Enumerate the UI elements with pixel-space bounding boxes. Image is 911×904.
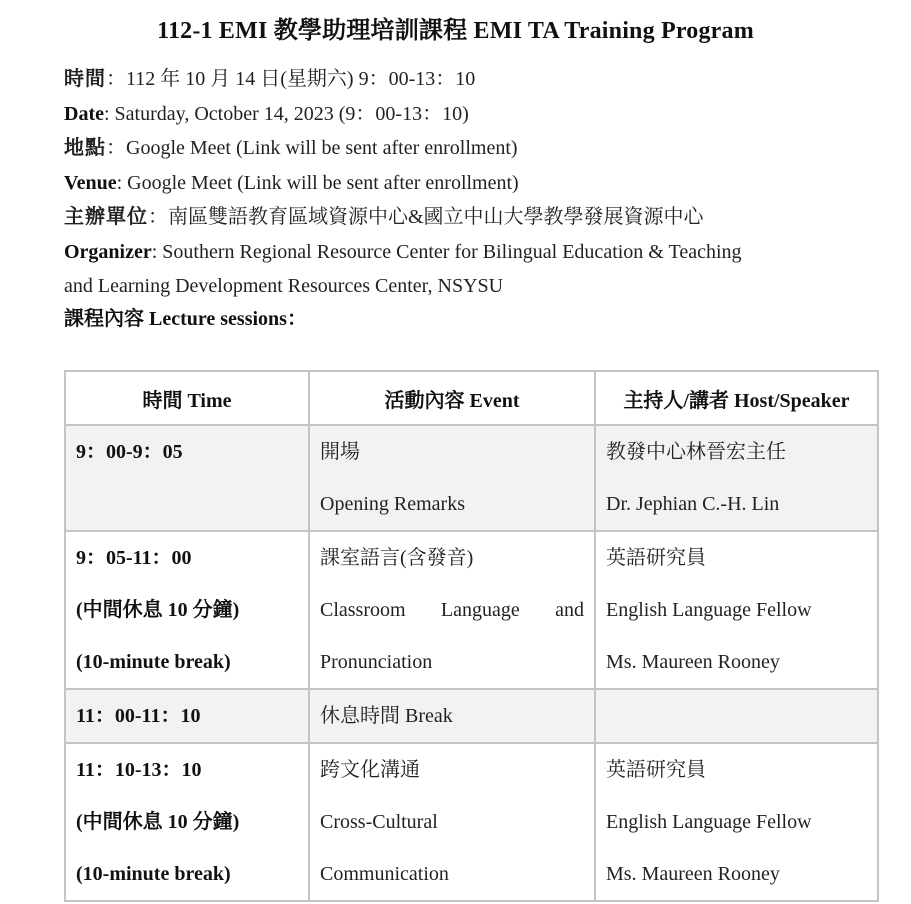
event-info — [64, 62, 864, 334]
date-label: Date — [64, 102, 104, 125]
cell-event: 休息時間 Break — [309, 689, 595, 743]
cell-host — [595, 689, 878, 743]
table-row — [65, 689, 878, 743]
organizer-zh-label: 主辦單位 — [64, 206, 148, 228]
time-zh-value: ：112 年 10 月 14 日(星期六) 9：00-13：10 — [106, 68, 476, 90]
organizer-line-1 — [64, 235, 864, 270]
venue-zh-value: ：Google Meet (Link will be sent after enrollment) — [106, 137, 518, 159]
organizer-zh-line — [64, 200, 864, 235]
cell-host: 教發中心林晉宏主任 Dr. Jephian C.-H. Lin — [595, 425, 878, 531]
header-host: 主持人/講者 Host/Speaker — [595, 371, 878, 425]
table-header-row — [65, 371, 878, 425]
organizer-label: Organizer — [64, 240, 152, 263]
sessions-heading: 課程內容 Lecture sessions： — [64, 307, 307, 330]
organizer-line-2 — [64, 269, 864, 304]
table-row — [65, 743, 878, 901]
time-zh-line — [64, 62, 864, 97]
cell-time: 9：00-9：05 — [65, 425, 309, 531]
date-line — [64, 97, 864, 132]
venue-zh-label: 地點 — [64, 137, 106, 159]
organizer-zh-value: ：南區雙語教育區域資源中心&國立中山大學教學發展資源中心 — [148, 206, 704, 228]
header-time: 時間 Time — [65, 371, 309, 425]
organizer-value-2: and Learning Development Resources Center, NSYSU — [64, 275, 504, 297]
cell-host: 英語研究員 English Language Fellow Ms. Maureen Rooney — [595, 743, 878, 901]
schedule-table — [64, 370, 879, 902]
document-title: 112-1 EMI 教學助理培訓課程 EMI TA Training Program — [157, 18, 754, 44]
header-event: 活動內容 Event — [309, 371, 595, 425]
time-zh-label: 時間 — [64, 68, 106, 90]
venue-label: Venue — [64, 171, 117, 194]
cell-time: 11：10-13：10 (中間休息 10 分鐘) (10-minute break) — [65, 743, 309, 901]
cell-event: 跨文化溝通 Cross-Cultural Communication — [309, 743, 595, 901]
cell-host: 英語研究員 English Language Fellow Ms. Maureen Rooney — [595, 531, 878, 689]
organizer-value-1: : Southern Regional Resource Center for Bilingual Education & Teaching — [151, 240, 742, 263]
date-value: : Saturday, October 14, 2023 (9：00-13：10) — [103, 102, 469, 125]
cell-event: 課室語言(含發音) Classroom Language and Pronunciation — [309, 531, 595, 689]
cell-time: 9：05-11：00 (中間休息 10 分鐘) (10-minute break) — [65, 531, 309, 689]
cell-event: 開場 Opening Remarks — [309, 425, 595, 531]
venue-line — [64, 166, 864, 201]
table-row — [65, 531, 878, 689]
venue-value: : Google Meet (Link will be sent after enrollment) — [116, 171, 519, 194]
table-row — [65, 425, 878, 531]
venue-zh-line — [64, 131, 864, 166]
cell-time: 11：00-11：10 — [65, 689, 309, 743]
